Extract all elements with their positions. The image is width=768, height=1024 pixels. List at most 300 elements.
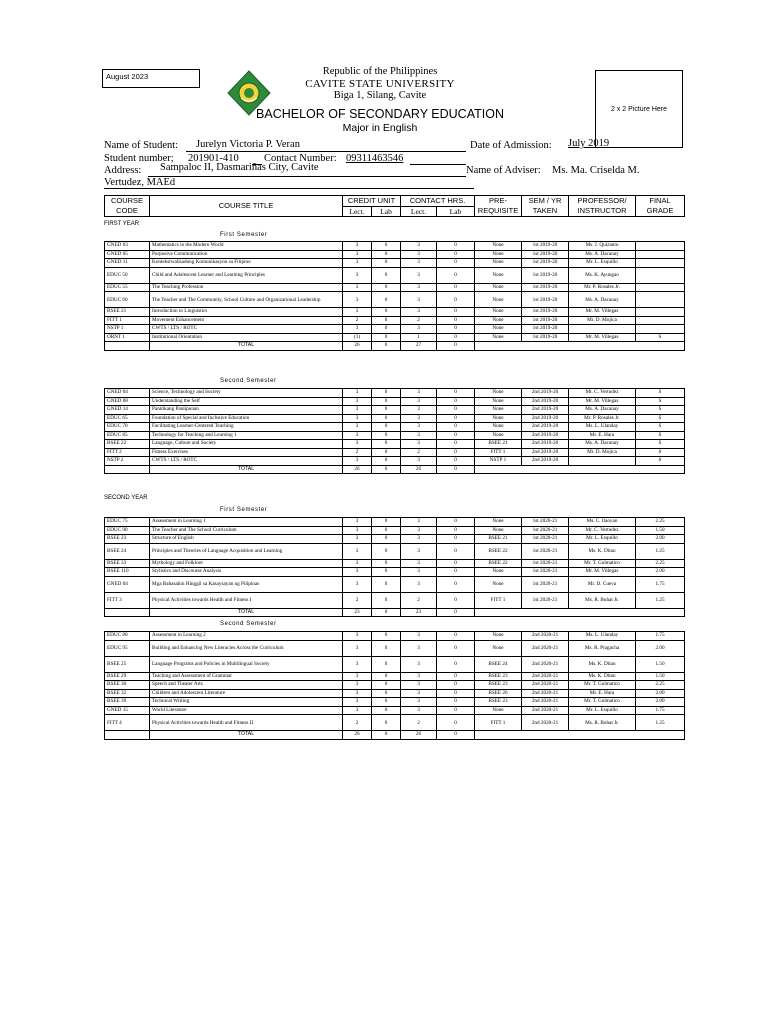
contact-lect-cell: 3: [401, 576, 437, 592]
course-title-cell: Language, Culture and Society: [150, 440, 343, 449]
course-code-cell: NSTP 2: [105, 457, 150, 466]
contact-lab-cell: 0: [437, 423, 475, 432]
final-grade-cell: S: [636, 457, 685, 466]
sem-yr-taken-cell: 2nd 2020-21: [522, 706, 569, 715]
final-grade-cell: S: [636, 389, 685, 398]
prerequisite-cell: BSEE 22: [475, 559, 522, 568]
credit-lab-cell: 0: [372, 333, 401, 342]
prerequisite-cell: BSEE 23: [475, 681, 522, 690]
contact-hrs-header: CONTACT HRS.: [401, 196, 475, 207]
contact-lab-cell: 0: [437, 656, 475, 672]
course-code-cell: EDUC 65: [105, 414, 150, 423]
final-grade-cell: [636, 292, 685, 308]
contact-lab-cell: 0: [437, 689, 475, 698]
total-label: TOTAL: [150, 731, 343, 740]
course-code-cell: BSEE 32: [105, 689, 150, 698]
prerequisite-cell: None: [475, 325, 522, 334]
credit-lect-cell: 3: [343, 389, 372, 398]
contact-lect-cell: 3: [401, 518, 437, 527]
credit-lect-cell: 3: [343, 672, 372, 681]
contact-lect-cell: 3: [401, 242, 437, 251]
contact-lect-cell: 3: [401, 632, 437, 641]
final-grade-cell: [636, 308, 685, 317]
total-spacer-cell: [105, 465, 150, 474]
contact-lect-cell: 3: [401, 308, 437, 317]
sem-yr-taken-cell: 1st 2019-20: [522, 242, 569, 251]
course-title-cell: The Teacher and The School Curriculum: [150, 526, 343, 535]
sem-yr-taken-cell: 2nd 2020-21: [522, 672, 569, 681]
contact-lab-header: Lab: [437, 207, 475, 217]
campus-address: Biga 1, Silang, Cavite: [333, 90, 427, 101]
prerequisite-cell: None: [475, 292, 522, 308]
credit-lect-cell: 3: [343, 267, 372, 283]
contact-lab-cell: 0: [437, 414, 475, 423]
final-grade-header: FINAL GRADE: [636, 196, 685, 217]
prerequisite-cell: None: [475, 568, 522, 577]
sem-yr-taken-cell: 2nd 2020-21: [522, 715, 569, 731]
table-row: [105, 292, 685, 308]
contact-lect-cell: 3: [401, 689, 437, 698]
prerequisite-cell: None: [475, 518, 522, 527]
student-name-value: Jurelyn Victoria P. Veran: [196, 139, 300, 150]
contact-lect-cell: 3: [401, 259, 437, 268]
contact-lect-cell: 3: [401, 640, 437, 656]
course-code-cell: GNED 14: [105, 406, 150, 415]
credit-lect-cell: 3: [343, 559, 372, 568]
credit-lab-cell: 0: [372, 457, 401, 466]
final-grade-cell: 2.25: [636, 681, 685, 690]
prerequisite-cell: None: [475, 423, 522, 432]
final-grade-cell: 1.25: [636, 592, 685, 608]
contact-lect-cell: 3: [401, 681, 437, 690]
professor-cell: Mr. L. Esquillo: [569, 535, 636, 544]
course-code-cell: NSTP 1: [105, 325, 150, 334]
total-value-cell: 0: [437, 465, 475, 474]
final-grade-cell: [636, 316, 685, 325]
credit-lab-cell: 0: [372, 689, 401, 698]
contact-lab-cell: 0: [437, 681, 475, 690]
total-blank-cell: [475, 465, 685, 474]
y1-first-semester-table: [104, 241, 685, 351]
course-title-cell: Purposive Communication: [150, 250, 343, 259]
contact-lect-cell: 3: [401, 698, 437, 707]
course-title-cell: CWTS / LTS / ROTC: [150, 325, 343, 334]
credit-lect-cell: 3: [343, 292, 372, 308]
contact-lab-cell: 0: [437, 632, 475, 641]
professor-cell: Ms. K. Ayungao: [569, 267, 636, 283]
credit-lab-cell: 0: [372, 568, 401, 577]
credit-lect-cell: 3: [343, 406, 372, 415]
adviser-value-line2: Vertudez, MAEd: [104, 177, 176, 188]
prerequisite-cell: BSEE 26: [475, 689, 522, 698]
contact-lab-cell: 0: [437, 672, 475, 681]
course-title-cell: Physical Activities towards Health and Fitness II: [150, 715, 343, 731]
contact-label: Contact Number:: [264, 153, 337, 164]
credit-lect-header: Lect.: [343, 207, 372, 217]
professor-cell: Mr. L. Esquillo: [569, 259, 636, 268]
course-code-cell: GNED 15: [105, 706, 150, 715]
address-underline: [148, 176, 466, 177]
contact-lect-cell: 3: [401, 559, 437, 568]
contact-lab-cell: 0: [437, 406, 475, 415]
professor-cell: Ms. R. Buhat Jr.: [569, 592, 636, 608]
table-row: [105, 632, 685, 641]
table-row: [105, 681, 685, 690]
professor-cell: Ms. R. Pragacha: [569, 640, 636, 656]
final-grade-cell: S: [636, 333, 685, 342]
table-row: [105, 640, 685, 656]
course-code-cell: BSEE 24: [105, 543, 150, 559]
table-row: [105, 448, 685, 457]
course-title-cell: World Literature: [150, 706, 343, 715]
prerequisite-cell: None: [475, 576, 522, 592]
course-code-cell: FITT 2: [105, 448, 150, 457]
y1-first-semester-label: First Semester: [220, 232, 268, 238]
course-title-cell: Understanding the Self: [150, 397, 343, 406]
professor-cell: Ms. A. Dacanay: [569, 292, 636, 308]
professor-cell: Ms. A. Dacanay: [569, 440, 636, 449]
prerequisite-cell: None: [475, 259, 522, 268]
course-code-cell: GNED 08: [105, 397, 150, 406]
contact-lab-cell: 0: [437, 283, 475, 292]
final-grade-cell: 1.50: [636, 656, 685, 672]
sem-yr-taken-cell: 1st 2020-21: [522, 535, 569, 544]
sem-yr-taken-cell: 1st 2020-21: [522, 526, 569, 535]
table-row: [105, 406, 685, 415]
professor-cell: [569, 457, 636, 466]
table-row: [105, 576, 685, 592]
credit-lect-cell: 3: [343, 681, 372, 690]
prerequisite-cell: None: [475, 308, 522, 317]
table-row: [105, 308, 685, 317]
credit-lect-cell: 2: [343, 592, 372, 608]
sem-yr-taken-cell: 2nd 2019-20: [522, 389, 569, 398]
professor-cell: Ms. C. Ilaoyan: [569, 518, 636, 527]
credit-lect-cell: 3: [343, 283, 372, 292]
credit-lect-cell: 3: [343, 397, 372, 406]
credit-lab-cell: 0: [372, 448, 401, 457]
sem-yr-taken-cell: 2nd 2019-20: [522, 448, 569, 457]
credit-lab-cell: 0: [372, 656, 401, 672]
total-value-cell: 23: [401, 608, 437, 617]
sem-yr-taken-cell: 2nd 2019-20: [522, 406, 569, 415]
final-grade-cell: 2.00: [636, 535, 685, 544]
total-value-cell: 26: [401, 731, 437, 740]
contact-lab-cell: 0: [437, 715, 475, 731]
prerequisite-cell: NSTP 1: [475, 457, 522, 466]
table-row: [105, 250, 685, 259]
republic-line: Republic of the Philippines: [322, 66, 438, 77]
professor-header: PROFESSOR/ INSTRUCTOR: [569, 196, 636, 217]
table-row: [105, 535, 685, 544]
total-value-cell: 0: [372, 342, 401, 351]
credit-lab-cell: 0: [372, 389, 401, 398]
credit-lect-cell: 3: [343, 576, 372, 592]
address-value: Sampaloc II, Dasmariñas City, Cavite: [160, 162, 319, 173]
credit-lect-cell: 3: [343, 431, 372, 440]
prerequisite-cell: None: [475, 431, 522, 440]
course-title-cell: Child and Adolescent Learner and Learning Principles: [150, 267, 343, 283]
total-value-cell: 0: [437, 342, 475, 351]
credit-lect-cell: 3: [343, 568, 372, 577]
professor-cell: Mr. M. Villegas: [569, 568, 636, 577]
table-row: [105, 457, 685, 466]
final-grade-cell: S: [636, 397, 685, 406]
sem-yr-taken-cell: 1st 2019-20: [522, 316, 569, 325]
final-grade-cell: S: [636, 414, 685, 423]
credit-lect-cell: 2: [343, 316, 372, 325]
contact-lect-cell: 3: [401, 283, 437, 292]
sem-yr-taken-cell: 2nd 2019-20: [522, 414, 569, 423]
final-grade-cell: [636, 325, 685, 334]
contact-lab-cell: 0: [437, 242, 475, 251]
course-code-cell: BSEE 30: [105, 681, 150, 690]
y2-first-semester-label: First Semester: [220, 507, 268, 513]
y2-second-semester-table: [104, 631, 685, 740]
final-grade-cell: 2.25: [636, 559, 685, 568]
contact-lab-cell: 0: [437, 576, 475, 592]
adviser-underline: [104, 188, 474, 189]
student-name-label: Name of Student:: [104, 140, 179, 151]
course-code-cell: EDUC 95: [105, 640, 150, 656]
sem-yr-taken-cell: 1st 2020-21: [522, 543, 569, 559]
course-code-cell: ORNT 1: [105, 333, 150, 342]
professor-cell: Ms. K. Ditan: [569, 672, 636, 681]
table-row: [105, 656, 685, 672]
professor-cell: Mr. C. Vertudez: [569, 389, 636, 398]
sem-yr-taken-cell: 1st 2020-21: [522, 559, 569, 568]
course-title-cell: Technology for Teaching and Learning 1: [150, 431, 343, 440]
credit-lab-cell: 0: [372, 308, 401, 317]
professor-cell: Mr. P. Rosales Jr.: [569, 414, 636, 423]
table-row: [105, 267, 685, 283]
adviser-label: Name of Adviser:: [466, 165, 541, 176]
professor-cell: Ms. K. Ditan: [569, 656, 636, 672]
sem-yr-taken-cell: 1st 2020-21: [522, 518, 569, 527]
total-value-cell: 26: [343, 342, 372, 351]
course-title-cell: Principles and Theories of Language Acquisition and Learning: [150, 543, 343, 559]
professor-cell: Mr. D. Cueva: [569, 576, 636, 592]
y2-second-semester-label: Second Semester: [220, 621, 277, 627]
professor-cell: Mr. D. Mojica: [569, 448, 636, 457]
course-code-cell: BSEE 33: [105, 559, 150, 568]
contact-lect-cell: 3: [401, 526, 437, 535]
course-code-cell: BSEE 29: [105, 672, 150, 681]
prerequisite-cell: None: [475, 640, 522, 656]
course-code-cell: BSEE 110: [105, 568, 150, 577]
total-spacer-cell: [105, 342, 150, 351]
contact-lect-cell: 3: [401, 292, 437, 308]
contact-lab-cell: 0: [437, 543, 475, 559]
total-label: TOTAL: [150, 465, 343, 474]
table-row: [105, 568, 685, 577]
contact-lab-cell: 0: [437, 250, 475, 259]
professor-cell: Ms. L. Ulanday: [569, 423, 636, 432]
semyr-header: SEM / YR TAKEN: [522, 196, 569, 217]
photo-placeholder: [595, 70, 683, 148]
contact-lab-cell: 0: [437, 592, 475, 608]
final-grade-cell: 2.00: [636, 640, 685, 656]
course-code-cell: BSEE 21: [105, 308, 150, 317]
prerequisite-cell: None: [475, 632, 522, 641]
prerequisite-cell: FITT 1: [475, 592, 522, 608]
total-value-cell: 26: [343, 731, 372, 740]
final-grade-cell: [636, 242, 685, 251]
contact-lab-cell: 0: [437, 440, 475, 449]
sem-yr-taken-cell: 2nd 2020-21: [522, 640, 569, 656]
final-grade-cell: 1.75: [636, 576, 685, 592]
prerequisite-cell: FITT 1: [475, 448, 522, 457]
contact-lect-cell: 3: [401, 543, 437, 559]
final-grade-cell: [636, 259, 685, 268]
table-row: [105, 706, 685, 715]
professor-cell: Ms. R. Buhat Jr.: [569, 715, 636, 731]
total-value-cell: 0: [372, 731, 401, 740]
professor-cell: Mr. P. Rosales Jr.: [569, 283, 636, 292]
course-code-cell: BSEE 23: [105, 535, 150, 544]
total-spacer-cell: [105, 608, 150, 617]
course-title-cell: Fitness Exercises: [150, 448, 343, 457]
course-code-header: COURSE CODE: [105, 196, 150, 217]
total-blank-cell: [475, 608, 685, 617]
contact-lab-cell: 0: [437, 448, 475, 457]
course-title-header: COURSE TITLE: [150, 196, 343, 217]
course-title-cell: Mythology and Folklore: [150, 559, 343, 568]
credit-lab-cell: 0: [372, 632, 401, 641]
course-title-cell: Introduction to Linguistics: [150, 308, 343, 317]
final-grade-cell: S: [636, 440, 685, 449]
first-year-label: FIRST YEAR: [104, 221, 140, 227]
course-title-cell: Children and Adolescent Literature: [150, 689, 343, 698]
table-row: [105, 715, 685, 731]
table-row: [105, 518, 685, 527]
contact-lect-cell: 3: [401, 250, 437, 259]
y2-first-semester-table: [104, 517, 685, 617]
sem-yr-taken-cell: 2nd 2020-21: [522, 656, 569, 672]
course-title-cell: Kontekstwalisadong Komunikasyon sa Filipino: [150, 259, 343, 268]
course-code-cell: EDUC 50: [105, 267, 150, 283]
total-value-cell: 0: [372, 465, 401, 474]
sem-yr-taken-cell: 1st 2019-20: [522, 259, 569, 268]
course-title-cell: Technical Writing: [150, 698, 343, 707]
sem-yr-taken-cell: 1st 2020-21: [522, 576, 569, 592]
course-code-cell: BSEE 25: [105, 656, 150, 672]
sem-yr-taken-cell: 1st 2019-20: [522, 250, 569, 259]
contact-lect-cell: 3: [401, 406, 437, 415]
credit-lab-cell: 0: [372, 640, 401, 656]
total-value-cell: 0: [437, 608, 475, 617]
total-value-cell: 23: [343, 608, 372, 617]
total-row: [105, 731, 685, 740]
credit-lect-cell: 3: [343, 706, 372, 715]
credit-lect-cell: 2: [343, 715, 372, 731]
course-title-cell: CWTS / LTS / ROTC: [150, 457, 343, 466]
credit-lab-cell: 0: [372, 292, 401, 308]
course-code-cell: BSEE 39: [105, 698, 150, 707]
student-number-value: 201901-410: [188, 153, 239, 164]
contact-lab-cell: 0: [437, 389, 475, 398]
contact-value: 09311463546: [346, 153, 404, 164]
contact-lect-cell: 2: [401, 592, 437, 608]
program-title: BACHELOR OF SECONDARY EDUCATION: [256, 107, 504, 121]
course-code-cell: GNED 04: [105, 389, 150, 398]
total-value-cell: 26: [343, 465, 372, 474]
professor-cell: Mr. M. Villegas: [569, 397, 636, 406]
credit-lect-cell: 3: [343, 518, 372, 527]
total-row: [105, 342, 685, 351]
contact-lect-cell: 3: [401, 568, 437, 577]
final-grade-cell: S: [636, 406, 685, 415]
course-code-cell: EDUC 70: [105, 423, 150, 432]
contact-lab-cell: 0: [437, 526, 475, 535]
final-grade-cell: [636, 267, 685, 283]
course-title-cell: The Teacher and The Community, School Culture and Organizational Leadership: [150, 292, 343, 308]
contact-lab-cell: 0: [437, 397, 475, 406]
contact-lect-cell: 3: [401, 706, 437, 715]
total-label: TOTAL: [150, 608, 343, 617]
course-title-cell: Assessment in Learning 2: [150, 632, 343, 641]
course-title-cell: Mga Babasahin Hinggil sa Kasaysayan ng Pilipinas: [150, 576, 343, 592]
table-row: [105, 242, 685, 251]
final-grade-cell: [636, 283, 685, 292]
contact-lect-cell: 3: [401, 389, 437, 398]
credit-lect-cell: 3: [343, 526, 372, 535]
final-grade-cell: S: [636, 423, 685, 432]
sem-yr-taken-cell: 2nd 2019-20: [522, 423, 569, 432]
professor-cell: Mr. T. Gulmatico: [569, 698, 636, 707]
course-title-cell: Panitikang Panlipunan: [150, 406, 343, 415]
contact-lab-cell: 0: [437, 325, 475, 334]
professor-cell: Ms. A. Dacanay: [569, 406, 636, 415]
final-grade-cell: S: [636, 448, 685, 457]
credit-lect-cell: 3: [343, 250, 372, 259]
prerequisite-cell: BSEE 21: [475, 440, 522, 449]
prerequisite-cell: None: [475, 242, 522, 251]
contact-lect-cell: 3: [401, 397, 437, 406]
credit-lab-cell: 0: [372, 250, 401, 259]
prerequisite-cell: BSEE 24: [475, 656, 522, 672]
contact-underline: [410, 164, 466, 165]
sem-yr-taken-cell: 1st 2019-20: [522, 267, 569, 283]
table-row: [105, 431, 685, 440]
credit-lab-cell: 0: [372, 526, 401, 535]
credit-lect-cell: 3: [343, 423, 372, 432]
course-title-cell: Language Programs and Policies in Multilingual Society: [150, 656, 343, 672]
course-code-cell: EDUC 80: [105, 632, 150, 641]
credit-lect-cell: 3: [343, 698, 372, 707]
professor-cell: Ms. L. Ulanday: [569, 632, 636, 641]
sem-yr-taken-cell: 1st 2019-20: [522, 325, 569, 334]
contact-lect-cell: 3: [401, 535, 437, 544]
sem-yr-taken-cell: 1st 2019-20: [522, 333, 569, 342]
contact-lab-cell: 0: [437, 706, 475, 715]
credit-lab-cell: 0: [372, 414, 401, 423]
contact-lect-cell: 3: [401, 672, 437, 681]
credit-unit-header: CREDIT UNIT: [343, 196, 401, 207]
adviser-value-line1: Ms. Ma. Criselda M.: [552, 165, 640, 176]
contact-lab-cell: 0: [437, 698, 475, 707]
prerequisite-cell: None: [475, 250, 522, 259]
credit-lab-cell: 0: [372, 543, 401, 559]
column-header-table: [104, 195, 685, 217]
contact-lab-cell: 0: [437, 431, 475, 440]
contact-lect-cell: 3: [401, 656, 437, 672]
contact-lab-cell: 0: [437, 267, 475, 283]
course-title-cell: Building and Enhancing New Literacies Across the Curriculum: [150, 640, 343, 656]
credit-lab-cell: 0: [372, 672, 401, 681]
sem-yr-taken-cell: 2nd 2019-20: [522, 397, 569, 406]
student-number-label: Student number;: [104, 153, 174, 164]
